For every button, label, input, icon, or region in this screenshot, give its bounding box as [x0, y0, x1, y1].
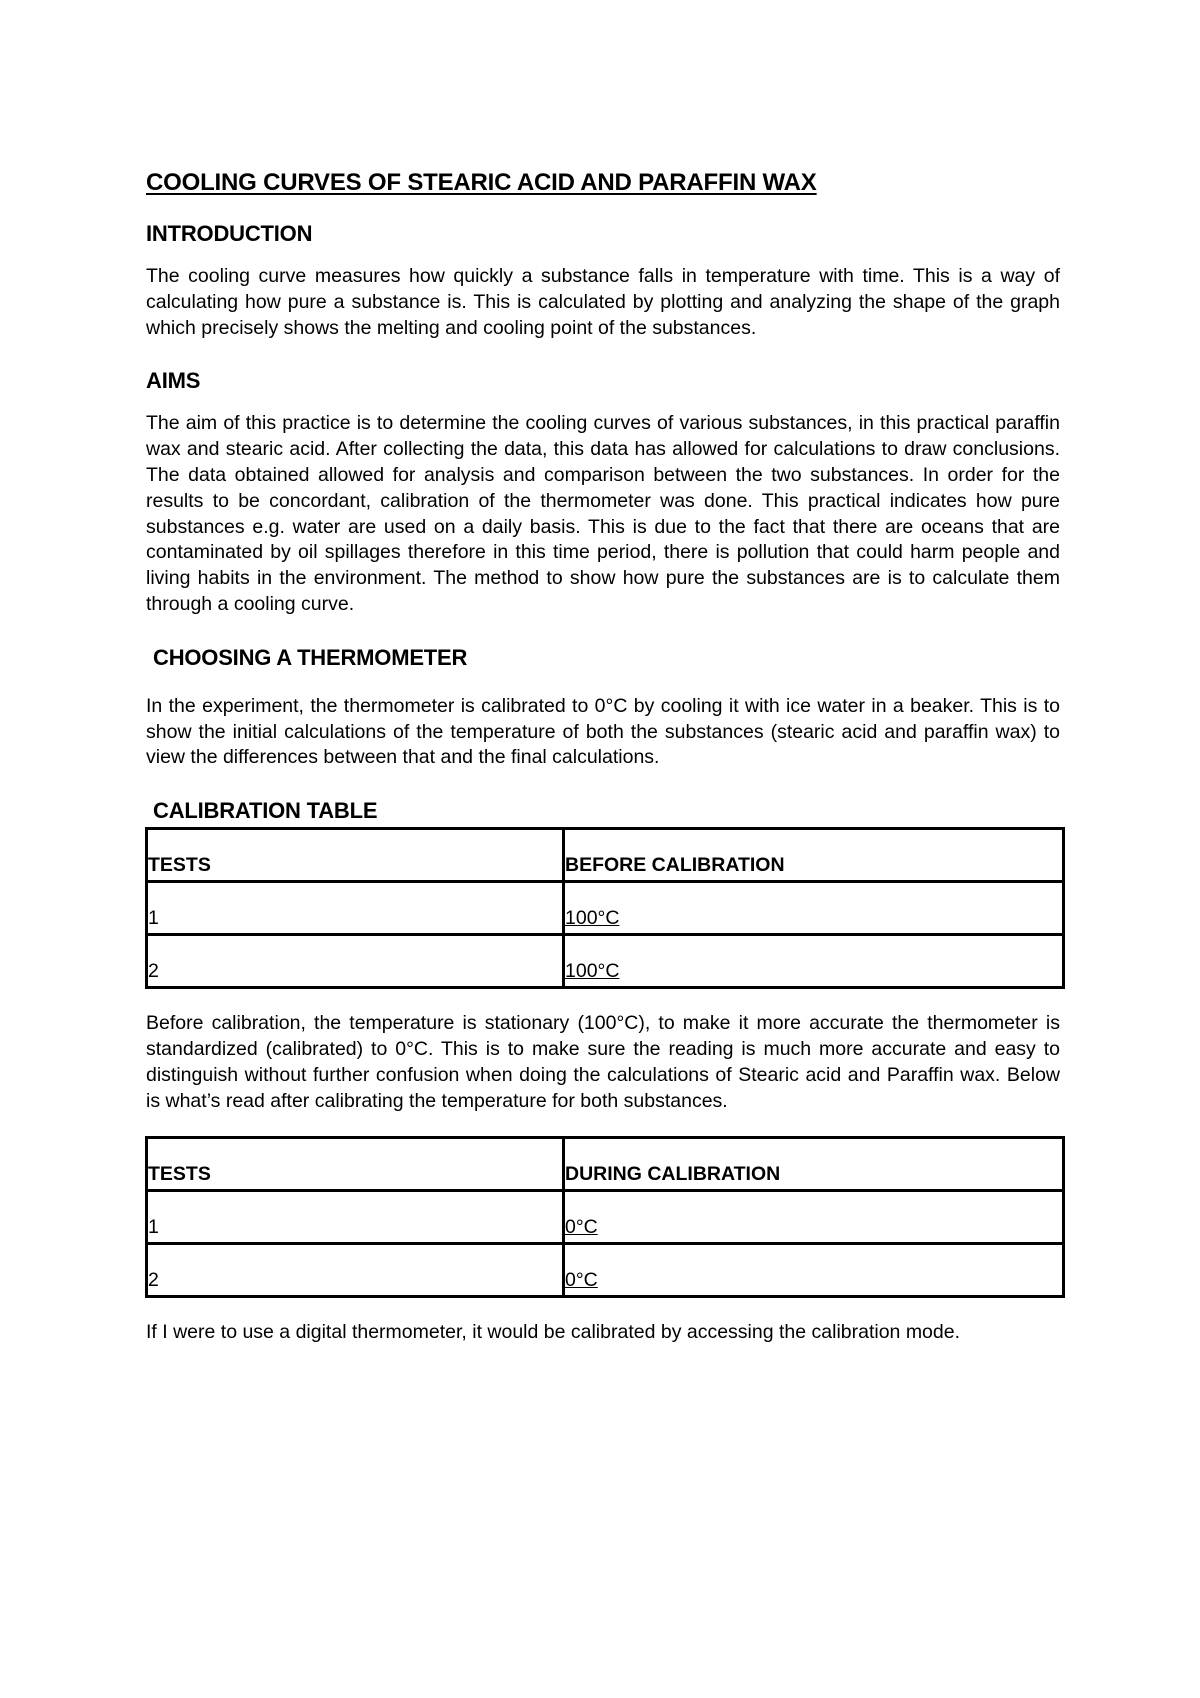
table-cell: 2: [147, 935, 564, 988]
thermometer-heading: CHOOSING A THERMOMETER: [153, 644, 468, 670]
table-cell: [564, 882, 1064, 935]
thermometer-text: In the experiment, the thermometer is calibrated to 0°C by cooling it with ice water in a beaker. This is to show the initial calculations of the temperature of both the substances (stearic acid and paraffin wax) to view the differences between that and the final calculations.: [146, 694, 1060, 769]
table-cell: 1: [147, 1191, 564, 1244]
table-row: [147, 882, 1064, 935]
introduction-heading: INTRODUCTION: [146, 221, 313, 246]
table-cell: 2: [147, 1244, 564, 1297]
before-calibration-table: [145, 827, 1065, 989]
calibration-heading: CALIBRATION TABLE: [153, 798, 378, 824]
table-cell: 1: [147, 882, 564, 935]
table-header-row: [147, 1138, 1064, 1191]
table-header-cell: TESTS: [147, 829, 564, 882]
table-header-cell: DURING CALIBRATION: [564, 1138, 1064, 1191]
table-row: [147, 1191, 1064, 1244]
table-row: [147, 935, 1064, 988]
document-page: [146, 160, 1060, 1346]
table-cell-value: 0°C: [565, 1269, 598, 1292]
aims-heading: AIMS: [146, 368, 201, 394]
during-calibration-table: [145, 1136, 1065, 1298]
table-cell-value: 0°C: [565, 1216, 598, 1239]
digital-thermometer-text: If I were to use a digital thermometer, it would be calibrated by accessing the calibration mode.: [146, 1321, 961, 1344]
table-cell: [564, 1244, 1064, 1297]
table-row: [147, 1244, 1064, 1297]
table-header-cell: TESTS: [147, 1138, 564, 1191]
introduction-text: The cooling curve measures how quickly a substance falls in temperature with time. This is a way of calculating how pure a substance is. This is calculated by plotting and analyzing the shape of the graph which precisely shows the melting and cooling point of the substances.: [146, 265, 1060, 339]
table-cell-value: 100°C: [565, 907, 620, 930]
before-calibration-text: Before calibration, the temperature is stationary (100°C), to make it more accurate the thermometer is standardized (calibrated) to 0°C. This is to make sure the reading is much more accurate and easy to distinguish without further confusion when doing the calculations of Stearic acid and Paraffin wax. Below is what’s read after calibrating the temperature for both substances.: [146, 1012, 1060, 1112]
table-cell-value: 100°C: [565, 960, 620, 983]
table-cell: [564, 935, 1064, 988]
document-title: COOLING CURVES OF STEARIC ACID AND PARAFFIN WAX: [146, 169, 817, 196]
table-header-cell: BEFORE CALIBRATION: [564, 829, 1064, 882]
table-cell: [564, 1191, 1064, 1244]
aims-text: The aim of this practice is to determine the cooling curves of various substances, in this practical paraffin wax and stearic acid. After collecting the data, this data has allowed for calculations to draw conclusions. The data obtained allowed for analysis and comparison between the two substances. In order for the results to be concordant, calibration of the thermometer was done. This practical indicates how pure substances e.g. water are used on a daily basis. This is due to the fact that there are oceans that are contaminated by oil spillages therefore in this time period, there is pollution that could harm people and living habits in the environment. The method to show how pure the substances are is to calculate them through a cooling curve.: [146, 412, 1060, 615]
table-header-row: [147, 829, 1064, 882]
